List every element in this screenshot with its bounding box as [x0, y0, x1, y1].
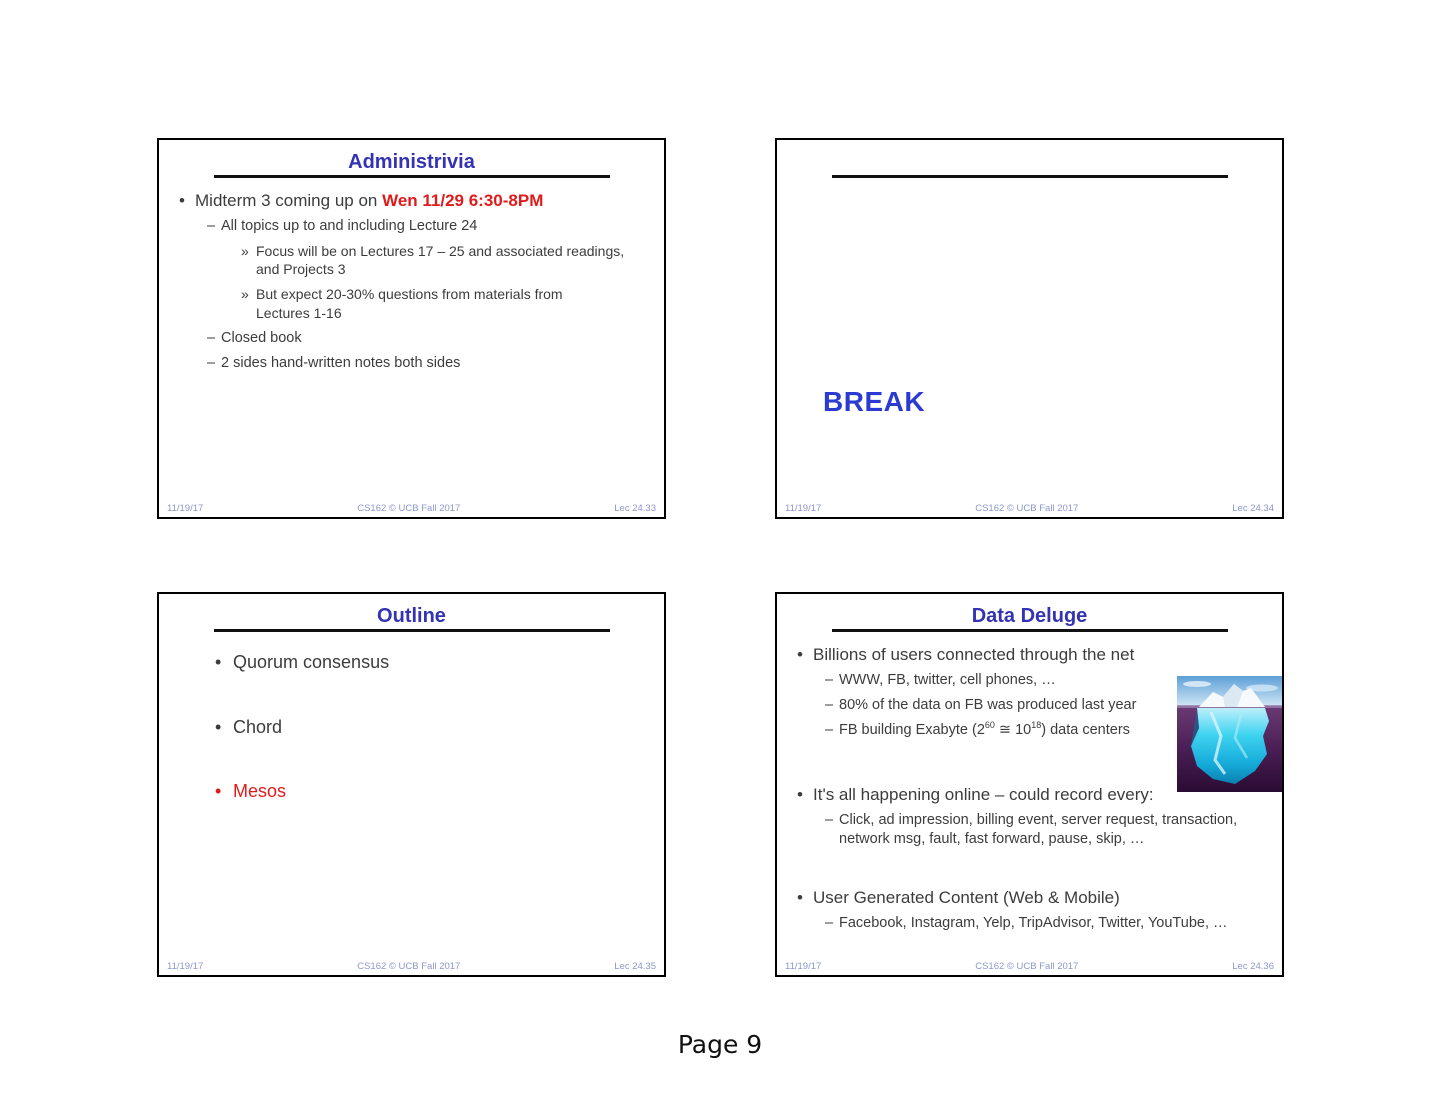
- bullet-ugc-text: User Generated Content (Web & Mobile): [813, 887, 1120, 907]
- slide-title: Administrivia: [348, 151, 475, 173]
- iceberg-image: [1177, 676, 1284, 792]
- bullet-www: [825, 671, 1162, 690]
- bullet-www-text: WWW, FB, twitter, cell phones, …: [839, 672, 1056, 689]
- bullet-expect: [241, 285, 586, 321]
- dash-icon: –: [825, 721, 834, 738]
- slide-footer: [785, 503, 1274, 514]
- footer-lec: Lec 24.34: [1232, 503, 1274, 514]
- dash-icon: –: [207, 354, 216, 371]
- slide-body: [159, 632, 664, 803]
- dash-icon: –: [207, 218, 216, 235]
- slide-break: [775, 138, 1284, 519]
- slide-data-deluge: [775, 592, 1284, 977]
- bullet-facebook: [825, 914, 1270, 933]
- slide-body: [159, 178, 664, 373]
- dash-icon: –: [825, 812, 834, 829]
- title-underline: [832, 175, 1228, 178]
- bullet-icon: •: [179, 191, 185, 210]
- bullet-closed-book: [207, 329, 652, 348]
- outline-item-mesos-text: Mesos: [233, 781, 287, 802]
- bullet-icon: •: [797, 784, 803, 804]
- guillemet-icon: »: [241, 243, 249, 260]
- bullet-icon: •: [797, 887, 803, 907]
- bullet-all-topics-text: All topics up to and including Lecture 24: [221, 218, 478, 235]
- slide-title: [777, 150, 1282, 174]
- break-label: BREAK: [823, 386, 926, 417]
- dash-icon: –: [825, 672, 834, 689]
- bullet-focus: [241, 242, 641, 278]
- bullet-click-text: Click, ad impression, billing event, server request, transaction, network msg, fault, fast forward, pause, skip, …: [839, 812, 1238, 847]
- exabyte-p1: FB building Exabyte (2: [839, 721, 985, 738]
- bullet-ugc: [797, 887, 1270, 908]
- bullet-expect-text: But expect 20-30% questions from materials from Lectures 1-16: [256, 286, 563, 321]
- footer-date: 11/19/17: [785, 503, 822, 514]
- bullet-icon: •: [215, 716, 222, 737]
- exabyte-p2: ≅ 10: [994, 721, 1032, 738]
- bullet-midterm-date: Wen 11/29 6:30-8PM: [382, 191, 544, 210]
- bullet-midterm: [179, 190, 652, 211]
- bullet-exabyte: [825, 721, 1162, 740]
- exabyte-p3: ) data centers: [1041, 721, 1130, 738]
- bullet-billions-text: Billions of users connected through the net: [813, 645, 1135, 664]
- footer-date: 11/19/17: [167, 961, 204, 972]
- dash-icon: –: [207, 329, 216, 346]
- footer-lec: Lec 24.35: [614, 961, 656, 972]
- footer-lec: Lec 24.36: [1232, 961, 1274, 972]
- slide-title: Outline: [377, 605, 446, 627]
- footer-course: CS162 © UCB Fall 2017: [975, 961, 1079, 972]
- bullet-80pct: [825, 696, 1162, 715]
- footer-course: CS162 © UCB Fall 2017: [357, 503, 461, 514]
- footer-date: 11/19/17: [167, 503, 204, 514]
- bullet-80pct-text: 80% of the data on FB was produced last year: [839, 697, 1137, 714]
- bullet-click: [825, 811, 1270, 849]
- outline-item-mesos: [215, 781, 652, 803]
- slide-outline: [157, 592, 666, 977]
- bullet-exabyte-text: [839, 721, 1130, 740]
- slide-title: Data Deluge: [971, 605, 1088, 627]
- slide-administrivia: [157, 138, 666, 519]
- bullet-icon: •: [797, 645, 803, 664]
- exabyte-sup2: 18: [1031, 720, 1042, 731]
- outline-item-chord: [215, 717, 652, 739]
- footer-lec: Lec 24.33: [614, 503, 656, 514]
- page-number-label: Page 9: [677, 1030, 763, 1059]
- bullet-closed-book-text: Closed book: [221, 329, 302, 346]
- outline-item-quorum-text: Quorum consensus: [233, 652, 390, 672]
- bullet-midterm-text: [195, 190, 543, 211]
- bullet-all-topics: [207, 217, 652, 236]
- dash-icon: –: [825, 914, 834, 931]
- guillemet-icon: »: [241, 286, 249, 303]
- dash-icon: –: [825, 697, 834, 714]
- bullet-notes-text: 2 sides hand-written notes both sides: [221, 354, 461, 371]
- bullet-focus-text: Focus will be on Lectures 17 – 25 and associated readings, and Projects 3: [256, 243, 625, 278]
- bullet-facebook-text: Facebook, Instagram, Yelp, TripAdvisor, Twitter, YouTube, …: [839, 914, 1228, 931]
- exabyte-sup1: 60: [984, 720, 995, 731]
- slide-footer: [785, 961, 1274, 972]
- slide-footer: [167, 961, 656, 972]
- bullet-midterm-prefix: Midterm 3 coming up on: [195, 191, 383, 210]
- outline-item-chord-text: Chord: [233, 716, 283, 737]
- slide-footer: [167, 503, 656, 514]
- outline-item-quorum: [215, 652, 652, 674]
- footer-course: CS162 © UCB Fall 2017: [975, 503, 1079, 514]
- bullet-billions: [797, 644, 1270, 665]
- bullet-online-text: It's all happening online – could record every:: [813, 784, 1154, 804]
- footer-course: CS162 © UCB Fall 2017: [357, 961, 461, 972]
- bullet-icon: •: [215, 781, 222, 802]
- bullet-notes: [207, 354, 652, 373]
- footer-date: 11/19/17: [785, 961, 822, 972]
- bullet-icon: •: [215, 652, 222, 672]
